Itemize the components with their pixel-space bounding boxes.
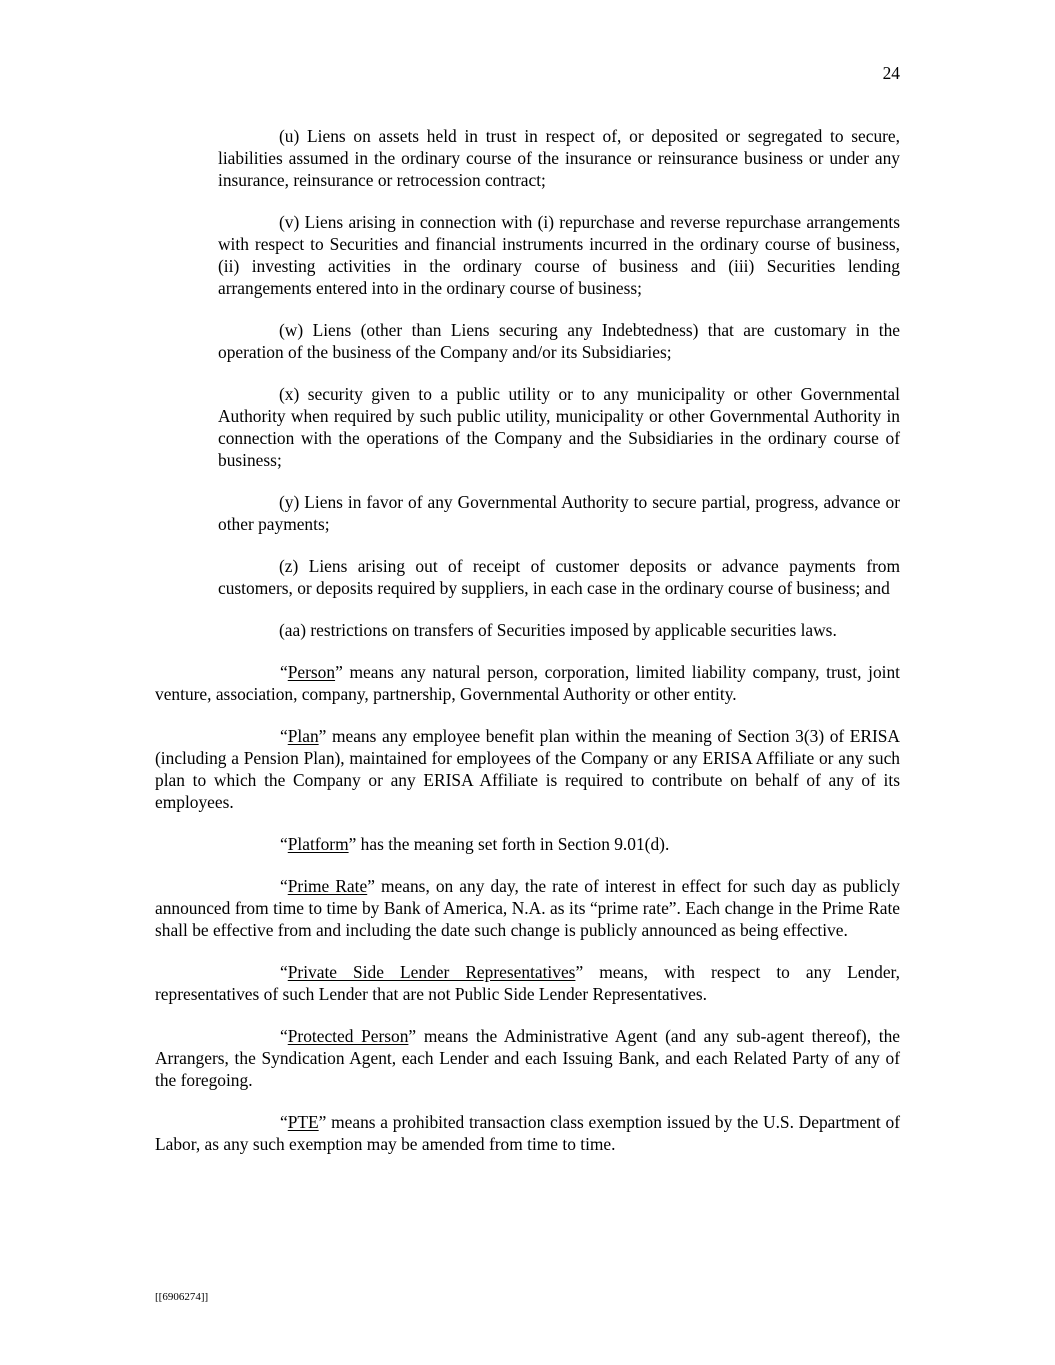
definition-text: means, with respect to any Lender, representatives of such Lender that are not Public Side Lender Representatives. [155,962,900,1004]
close-quote: ” [408,1026,417,1046]
close-quote: ” [575,962,584,982]
close-quote: ” [367,876,375,896]
defined-term: Person [287,662,336,682]
clause-y [218,491,900,535]
definition-person [155,661,900,705]
definition-text: means, on any day, the rate of interest in effect for such day as publicly announced from time to time by Bank of America, N.A. as its “prime rate”. Each change in the Prime Rate shall be effective from and including the date such change is publicly announced as being effective. [155,876,901,940]
clause-u [218,125,900,191]
defined-term: Prime Rate [287,876,368,896]
clause-text: Liens arising out of receipt of customer deposits or advance payments from customers, or deposits required by suppliers, in each case in the ordinary course of business; and [218,556,900,598]
defined-term: PTE [287,1112,319,1132]
open-quote: “ [280,726,288,746]
definition-text: means any employee benefit plan within the meaning of Section 3(3) of ERISA (including a Pension Plan), maintained for employees of the Company or any ERISA Affiliate or any such plan to which the Company or any ERISA Affiliate is required to contribute on behalf of any of its employees. [155,726,900,812]
clause-w [218,319,900,363]
close-quote: ” [335,662,343,682]
close-quote: ” [318,726,327,746]
defined-term: Plan [287,726,319,746]
definition-prime-rate [155,875,900,941]
definition-platform [155,833,900,855]
open-quote: “ [280,876,288,896]
clause-label: (u) [279,126,300,146]
clause-label: (v) [279,212,300,232]
open-quote: “ [280,1026,288,1046]
clause-text: Liens on assets held in trust in respect of, or deposited or segregated to secure, liabilities assumed in the ordinary course of the insurance or reinsurance business or under any insurance, reinsurance or retrocession contract; [218,126,900,190]
open-quote: “ [280,662,288,682]
open-quote: “ [280,962,288,982]
definition-protected-person [155,1025,900,1091]
clause-text: Liens arising in connection with (i) repurchase and reverse repurchase arrangements with respect to Securities and financial instruments incurred in the ordinary course of business, (ii) investing activities in the ordinary course of business and (iii) Securities lending arrangements entered into in the ordinary course of business; [218,212,900,298]
definition-text: means a prohibited transaction class exemption issued by the U.S. Department of Labor, as any such exemption may be amended from time to time. [155,1112,900,1154]
document-footer-id: [[6906274]] [155,1291,209,1303]
definition-text: means any natural person, corporation, limited liability company, trust, joint venture, association, company, partnership, Governmental Authority or other entity. [155,662,900,704]
clause-aa [218,619,900,641]
page-number: 24 [882,63,900,83]
clause-text: Liens (other than Liens securing any Indebtedness) that are customary in the operation of the business of the Company and/or its Subsidiaries; [218,320,900,362]
clause-label: (x) [279,384,300,404]
definition-private-side-lender-representatives [155,961,900,1005]
clause-label: (y) [279,492,300,512]
defined-term: Platform [287,834,349,854]
open-quote: “ [280,834,288,854]
clause-label: (w) [279,320,304,340]
clause-label: (aa) [279,620,307,640]
document-body [155,125,900,1175]
defined-term: Protected Person [287,1026,409,1046]
clause-v [218,211,900,299]
definition-pte [155,1111,900,1155]
clause-text: restrictions on transfers of Securities imposed by applicable securities laws. [310,620,837,640]
clause-z [218,555,900,599]
definition-plan [155,725,900,813]
open-quote: “ [280,1112,288,1132]
defined-term: Private Side Lender Representatives [287,962,576,982]
close-quote: ” [318,1112,327,1132]
close-quote: ” [348,834,357,854]
clause-x [218,383,900,471]
clause-label: (z) [279,556,299,576]
clause-text: security given to a public utility or to any municipality or other Governmental Authority when required by such public utility, municipality or other Governmental Authority in connection with the operations of the Company and the Subsidiaries in the ordinary course of business; [218,384,900,470]
clause-text: Liens in favor of any Governmental Authority to secure partial, progress, advance or other payments; [218,492,900,534]
definition-text: means the Administrative Agent (and any sub-agent thereof), the Arrangers, the Syndication Agent, each Lender and each Issuing Bank, and each Related Party of any of the foregoing. [155,1026,900,1090]
definition-text: has the meaning set forth in Section 9.01(d). [356,834,670,854]
